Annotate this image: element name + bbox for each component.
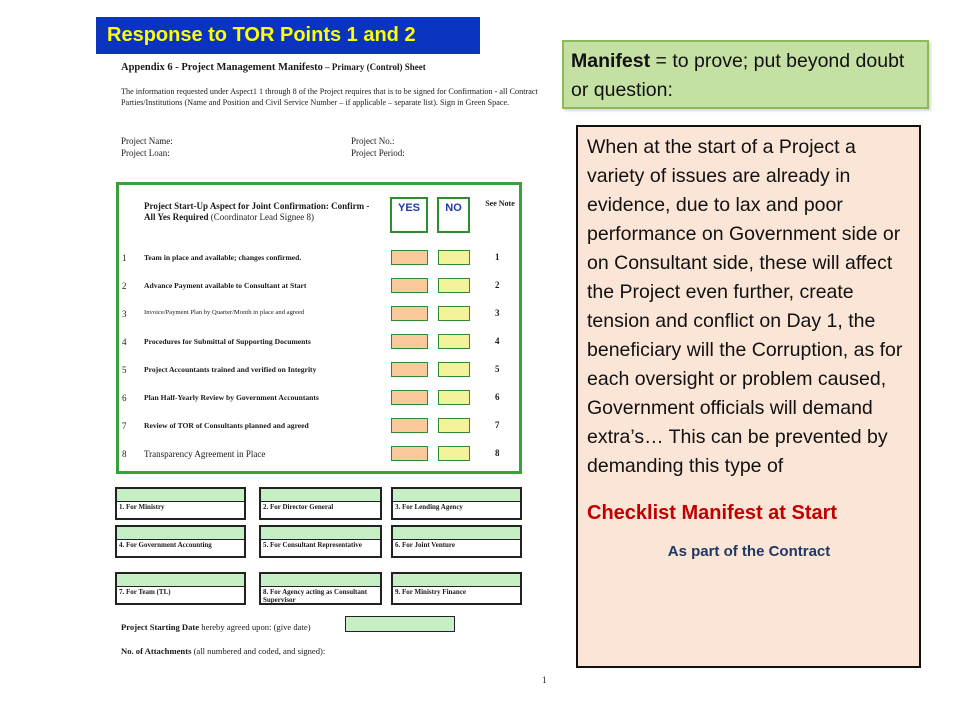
signature-caption: 3. For Lending Agency — [395, 503, 463, 511]
checklist-heading: Checklist Manifest at Start — [587, 502, 838, 524]
callout-body: When at the start of a Project a variety of issues are already in evidence, due to lax and poor performance on Government side or on Consultant side, these will affect the Project even further, create tension and conflict on Day 1, the beneficiary will the Corruption, as for each oversight or problem caused, Government officials will demand extra’s… This can be prevented by demanding this type of — [587, 136, 903, 477]
no-checkbox[interactable] — [438, 418, 470, 433]
row-number: 3 — [122, 309, 127, 319]
no-checkbox[interactable] — [438, 250, 470, 265]
signature-space[interactable] — [261, 574, 380, 587]
signature-space[interactable] — [393, 574, 520, 587]
no-checkbox[interactable] — [438, 446, 470, 461]
row-label: Plan Half-Yearly Review by Government Accountants — [144, 393, 319, 402]
row-number: 5 — [122, 365, 127, 375]
row-note: 3 — [495, 308, 500, 318]
manifesto-document — [113, 56, 553, 696]
table-row — [119, 277, 519, 295]
row-label: Procedures for Submittal of Supporting Documents — [144, 337, 311, 346]
signature-box-ministry-finance[interactable] — [391, 572, 522, 605]
project-no-label: Project No.: — [351, 136, 395, 146]
no-checkbox[interactable] — [438, 334, 470, 349]
table-row — [119, 333, 519, 351]
signature-space[interactable] — [261, 527, 380, 540]
row-label: Transparency Agreement in Place — [144, 449, 266, 459]
no-checkbox[interactable] — [438, 278, 470, 293]
signature-caption: 6. For Joint Venture — [395, 541, 456, 549]
manifest-definition: = to prove; put beyond doubt or question: — [571, 50, 905, 101]
table-row — [119, 305, 519, 323]
page-number: 1 — [542, 675, 547, 685]
row-note: 2 — [495, 280, 500, 290]
document-intro: The information requested under Aspect1 1 through 8 of the Project requires that is to be signed for Confirmation - all Contract Parties/Institutions (Name and Position and Civil Service Number – if applicable – separate list). Sign in Green Space. — [121, 87, 538, 107]
table-row — [119, 249, 519, 267]
row-note: 7 — [495, 420, 500, 430]
yes-checkbox[interactable] — [391, 446, 428, 461]
row-label: Review of TOR of Consultants planned and agreed — [144, 421, 309, 430]
signature-box-ministry[interactable] — [115, 487, 246, 520]
start-date-label-rest: hereby agreed upon: (give date) — [199, 622, 311, 632]
signature-caption: 2. For Director General — [263, 503, 334, 511]
manifest-term: Manifest — [571, 50, 651, 72]
yes-checkbox[interactable] — [391, 390, 428, 405]
signature-caption: 8. For Agency acting as Consultant Supervisor — [263, 588, 368, 604]
start-date-label-bold: Project Starting Date — [121, 622, 200, 632]
table-row — [119, 417, 519, 435]
row-label: Project Accountants trained and verified on Integrity — [144, 365, 317, 374]
table-row — [119, 389, 519, 407]
row-label: Invoice/Payment Plan by Quarter/Month in place and agreed — [144, 309, 305, 316]
yes-checkbox[interactable] — [391, 334, 428, 349]
signature-space[interactable] — [261, 489, 380, 502]
yes-checkbox[interactable] — [391, 362, 428, 377]
no-checkbox[interactable] — [438, 306, 470, 321]
yes-checkbox[interactable] — [391, 418, 428, 433]
contract-note: As part of the Contract — [667, 543, 831, 560]
yes-checkbox[interactable] — [391, 250, 428, 265]
signature-space[interactable] — [117, 489, 244, 502]
row-note: 6 — [495, 392, 500, 402]
signature-space[interactable] — [393, 527, 520, 540]
table-row — [119, 445, 519, 463]
signature-caption: 5. For Consultant Representative — [263, 541, 362, 549]
table-row — [119, 361, 519, 379]
explanation-callout — [576, 125, 921, 668]
signature-box-joint-venture[interactable] — [391, 525, 522, 558]
row-number: 1 — [122, 253, 127, 263]
signature-box-government-accounting[interactable] — [115, 525, 246, 558]
row-number: 2 — [122, 281, 127, 291]
row-number: 4 — [122, 337, 127, 347]
project-name-label: Project Name: — [121, 136, 173, 146]
signature-caption: 7. For Team (TL) — [119, 588, 171, 596]
manifest-definition-box — [562, 40, 929, 109]
signature-box-director-general[interactable] — [259, 487, 382, 520]
row-number: 6 — [122, 393, 127, 403]
start-date-field[interactable] — [345, 616, 455, 632]
confirmation-table — [116, 182, 522, 474]
row-note: 1 — [495, 252, 500, 262]
row-note: 8 — [495, 448, 500, 458]
slide-title-banner: Response to TOR Points 1 and 2 — [96, 17, 480, 54]
attachments-label-bold: No. of Attachments — [121, 646, 192, 656]
signature-box-consultant-representative[interactable] — [259, 525, 382, 558]
row-number: 7 — [122, 421, 127, 431]
project-loan-label: Project Loan: — [121, 148, 170, 158]
document-title — [121, 62, 426, 73]
start-date-label — [121, 622, 311, 632]
confirmation-header-bold: Project Start-Up Aspect for Joint Confirmation: Confirm - All Yes Required — [144, 201, 370, 222]
signature-space[interactable] — [117, 527, 244, 540]
yes-column-header: YES — [390, 197, 428, 233]
document-title-sub: – Primary (Control) Sheet — [322, 62, 426, 72]
signature-caption: 4. For Government Accounting — [119, 541, 212, 549]
signature-space[interactable] — [117, 574, 244, 587]
confirmation-header-light: (Coordinator Lead Signee 8) — [208, 212, 314, 222]
signature-box-lending-agency[interactable] — [391, 487, 522, 520]
yes-checkbox[interactable] — [391, 278, 428, 293]
attachments-label-rest: (all numbered and coded, and signed): — [191, 646, 326, 656]
signature-caption: 1. For Ministry — [119, 503, 165, 511]
confirmation-header — [144, 201, 379, 223]
row-label: Advance Payment available to Consultant at Start — [144, 281, 307, 290]
no-checkbox[interactable] — [438, 362, 470, 377]
see-note-header: See Note — [485, 199, 515, 208]
row-note: 5 — [495, 364, 500, 374]
attachments-label — [121, 646, 325, 656]
document-title-main: Appendix 6 - Project Management Manifesto — [121, 62, 323, 73]
row-label: Team in place and available; changes confirmed. — [144, 253, 302, 262]
row-number: 8 — [122, 449, 127, 459]
no-checkbox[interactable] — [438, 390, 470, 405]
row-note: 4 — [495, 336, 500, 346]
yes-checkbox[interactable] — [391, 306, 428, 321]
signature-space[interactable] — [393, 489, 520, 502]
signature-box-team-leader[interactable] — [115, 572, 246, 605]
signature-caption: 9. For Ministry Finance — [395, 588, 467, 596]
no-column-header: NO — [437, 197, 470, 233]
project-period-label: Project Period: — [351, 148, 405, 158]
signature-box-consultant-supervisor[interactable] — [259, 572, 382, 605]
